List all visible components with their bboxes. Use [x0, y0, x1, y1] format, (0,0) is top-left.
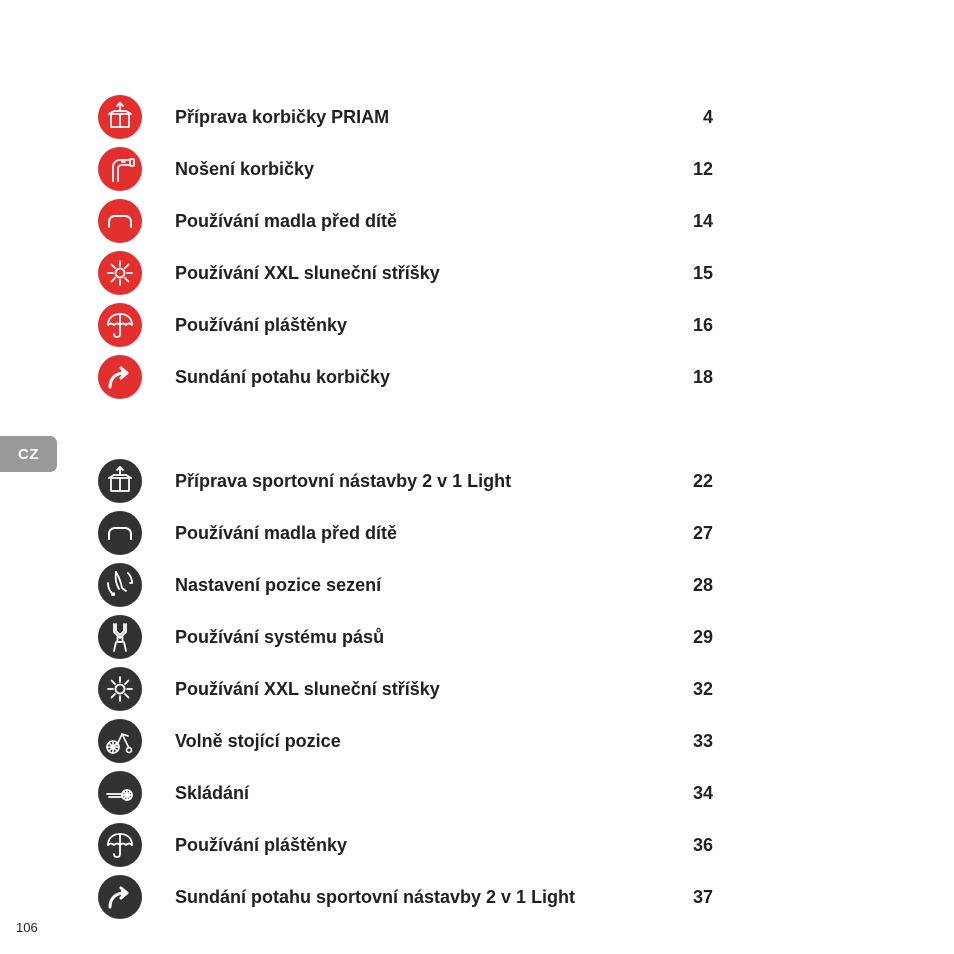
- curved-arrow-icon: [98, 355, 142, 399]
- toc-entry-title: Sundání potahu korbičky: [175, 367, 391, 387]
- unfold-box-icon: [98, 95, 142, 139]
- curved-arrow-icon: [98, 875, 142, 919]
- toc-entry-page: 32: [692, 679, 713, 699]
- toc-entry-page: 37: [692, 887, 713, 907]
- toc-entry-page: 22: [692, 471, 713, 491]
- language-tab-label: CZ: [18, 445, 39, 463]
- toc-entry-title: Nošení korbičky: [175, 159, 315, 179]
- toc-entry[interactable]: [0, 560, 954, 612]
- unfold-box-icon: [98, 459, 142, 503]
- toc-entry[interactable]: [0, 300, 954, 352]
- toc-entry-page: 36: [692, 835, 713, 855]
- toc-entry-title: Používání madla před dítě: [175, 211, 398, 231]
- toc-entry[interactable]: [0, 144, 954, 196]
- toc-entry-page: 28: [692, 575, 713, 595]
- bumper-bar-icon: [98, 199, 142, 243]
- toc-entry-page: 18: [692, 367, 713, 387]
- toc-entry[interactable]: [0, 716, 954, 768]
- toc-entry-title: Používání XXL sluneční stříšky: [175, 679, 440, 699]
- toc-entry-page: 27: [692, 523, 713, 543]
- toc-entry-title: Používání madla před dítě: [175, 523, 398, 543]
- harness-icon: [98, 615, 142, 659]
- carry-handle-icon: [98, 147, 142, 191]
- folded-stroller-icon: [98, 771, 142, 815]
- toc-entry-page: 12: [692, 159, 713, 179]
- toc-entry[interactable]: [0, 872, 954, 924]
- toc-entry-title: Používání pláštěnky: [175, 315, 348, 335]
- bumper-bar-icon: [98, 511, 142, 555]
- page-number: 106: [16, 920, 38, 935]
- toc-entry[interactable]: [0, 612, 954, 664]
- toc-entry[interactable]: [0, 196, 954, 248]
- toc-entry[interactable]: [0, 820, 954, 872]
- toc-entry-page: 33: [692, 731, 713, 751]
- toc-entry[interactable]: [0, 248, 954, 300]
- toc-entry-page: 29: [692, 627, 713, 647]
- seat-recline-icon: [98, 563, 142, 607]
- language-tab: [0, 436, 57, 472]
- toc-entry-title: Skládání: [175, 783, 250, 803]
- toc-entry-title: Volně stojící pozice: [175, 731, 341, 751]
- toc-entry-page: 14: [692, 211, 713, 231]
- umbrella-icon: [98, 823, 142, 867]
- toc-entry[interactable]: [0, 768, 954, 820]
- toc-entry-title: Používání XXL sluneční stříšky: [175, 263, 440, 283]
- toc-entry[interactable]: [0, 352, 954, 404]
- toc-entry-title: Nastavení pozice sezení: [175, 575, 382, 595]
- toc-entry[interactable]: [0, 508, 954, 560]
- toc-entry[interactable]: [0, 664, 954, 716]
- toc-entry-title: Používání pláštěnky: [175, 835, 348, 855]
- sun-icon: [98, 667, 142, 711]
- standing-stroller-icon: [98, 719, 142, 763]
- toc-entry-title: Příprava sportovní nástavby 2 v 1 Light: [175, 471, 512, 491]
- toc-entry[interactable]: [0, 456, 954, 508]
- sun-icon: [98, 251, 142, 295]
- toc-entry-page: 16: [692, 315, 713, 335]
- toc-entry[interactable]: [0, 92, 954, 144]
- toc-entry-title: Používání systému pásů: [175, 627, 385, 647]
- umbrella-icon: [98, 303, 142, 347]
- toc-entry-title: Sundání potahu sportovní nástavby 2 v 1 Light: [175, 887, 576, 907]
- toc-entry-page: 4: [702, 107, 713, 127]
- toc-entry-page: 15: [692, 263, 713, 283]
- toc-entry-page: 34: [692, 783, 713, 803]
- toc-entry-title: Příprava korbičky PRIAM: [175, 107, 390, 127]
